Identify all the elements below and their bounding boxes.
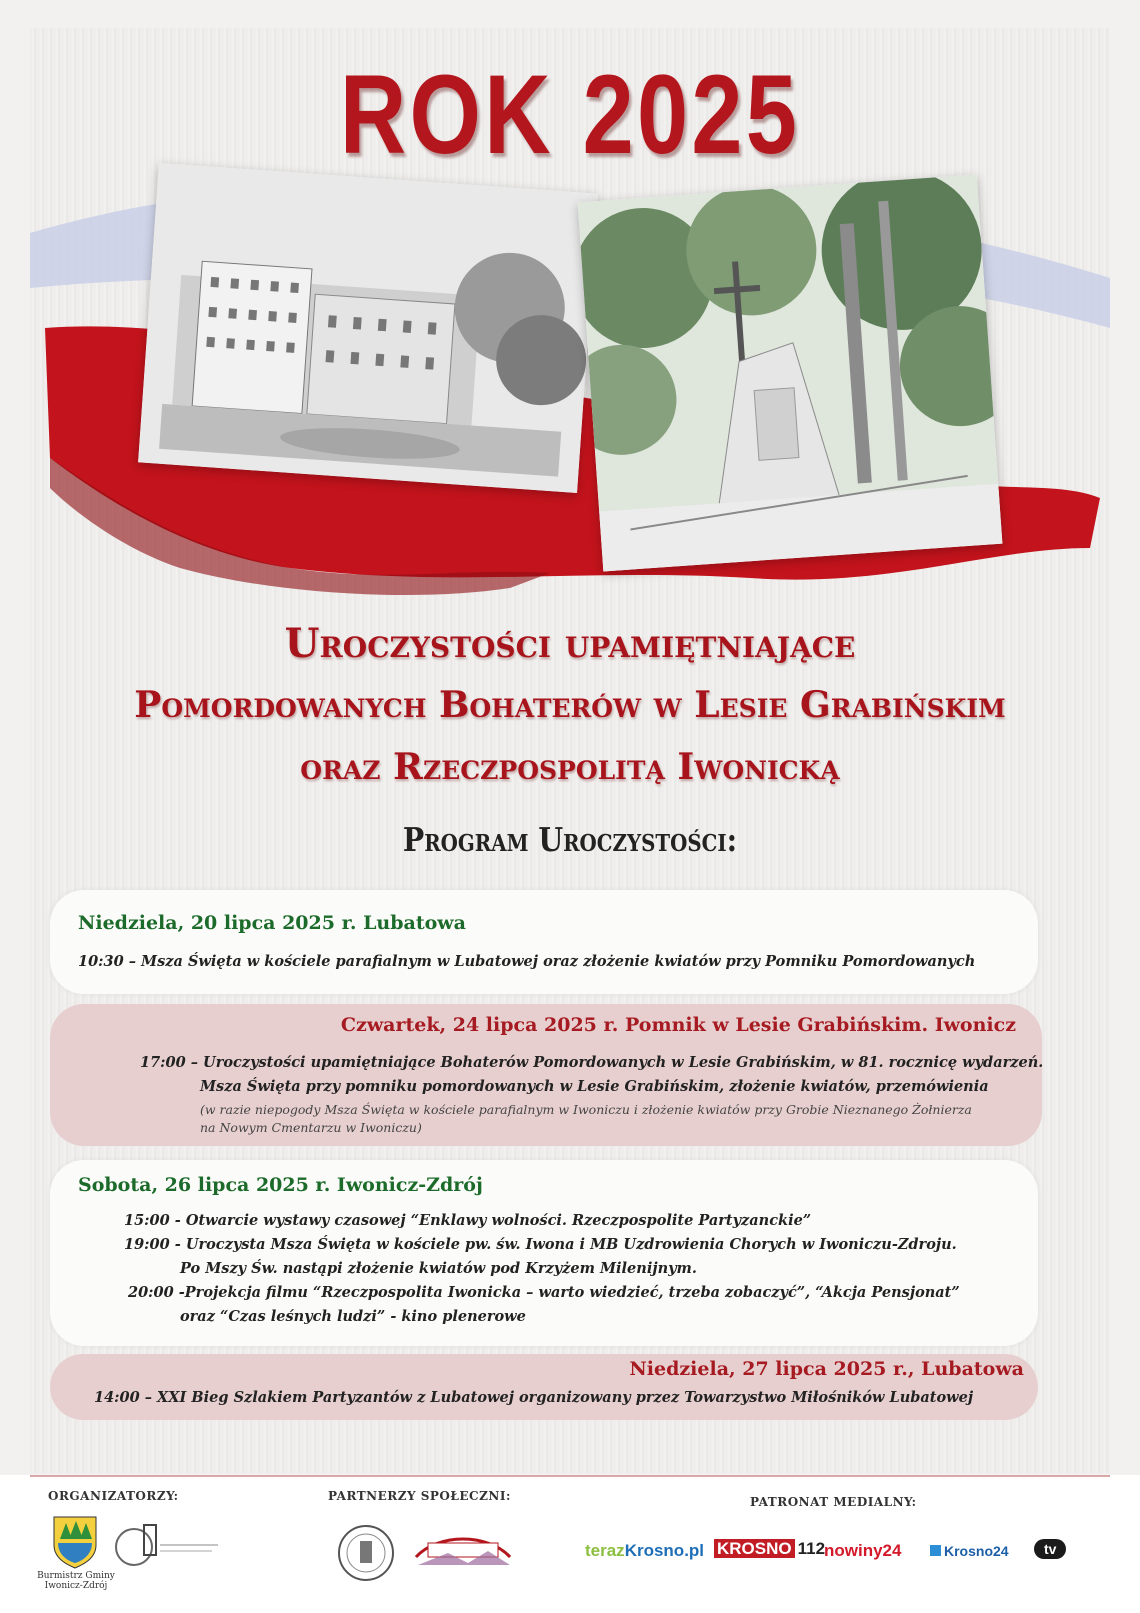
heading-line-3: oraz Rzeczpospolitą Iwonicką bbox=[300, 746, 840, 788]
gmina-coat-of-arms-icon bbox=[52, 1515, 98, 1569]
event-3-header: Sobota, 26 lipca 2025 r. Iwonicz-Zdrój bbox=[78, 1174, 483, 1196]
media-label: PATRONAT MEDIALNY: bbox=[750, 1495, 917, 1509]
partners-label: PARTNERZY SPOŁECZNI: bbox=[328, 1489, 511, 1503]
event-3-line-1: 15:00 - Otwarcie wystawy czasowej “Enklawy wolności. Rzeczpospolite Partyzanckie” bbox=[124, 1212, 812, 1229]
poster-title: ROK 2025 bbox=[339, 52, 801, 177]
krosno24-logo: Krosno24 bbox=[930, 1543, 1009, 1559]
event-1-header: Niedziela, 20 lipca 2025 r. Lubatowa bbox=[78, 912, 466, 934]
sanatorium-photo bbox=[138, 163, 598, 493]
program-title: Program Uroczystości: bbox=[402, 820, 738, 859]
event-panel-1 bbox=[50, 890, 1038, 994]
footer bbox=[0, 1475, 1140, 1613]
event-2-note-1: (w razie niepogody Msza Święta w kościele parafialnym w Iwoniczu i złożenie kwiatów przy Grobie Nieznanego Żołnierza bbox=[200, 1102, 972, 1117]
heading-line-2: Pomordowanych Bohaterów w Lesie Grabińskim bbox=[134, 684, 1006, 726]
organizer-caption: Burmistrz Gminy Iwonicz-Zdrój bbox=[37, 1571, 115, 1591]
event-3-line-4: 20:00 -Projekcja filmu “Rzeczpospolita Iwonicka – warto wiedzieć, trzeba zobaczyć”, “Akcja Pensjonat” bbox=[128, 1284, 960, 1301]
nowiny24-logo: nowiny24 bbox=[824, 1541, 902, 1560]
organizers-label: ORGANIZATORZY: bbox=[48, 1489, 179, 1503]
poster bbox=[30, 28, 1110, 1473]
heading-line-1: Uroczystości upamiętniające bbox=[284, 620, 856, 667]
footer-divider bbox=[30, 1475, 1110, 1477]
krosno24-square-icon bbox=[930, 1545, 941, 1556]
monument-photo bbox=[578, 174, 1003, 571]
event-3-line-3: Po Mszy Św. nastąpi złożenie kwiatów pod Krzyżem Milenijnym. bbox=[180, 1260, 697, 1277]
event-2-line-2: Msza Święta przy pomniku pomordowanych w Lesie Grabińskim, złożenie kwiatów, przemówienia bbox=[200, 1078, 989, 1095]
event-2-header: Czwartek, 24 lipca 2025 r. Pomnik w Lesie Grabińskim. Iwonicz bbox=[340, 1014, 1016, 1036]
event-1-line-1: 10:30 – Msza Święta w kościele parafialnym w Lubatowej oraz złożenie kwiatów przy Pomniku Pomordowanych bbox=[78, 953, 976, 970]
partner-seal-icon bbox=[336, 1523, 396, 1583]
event-2-note-2: na Nowym Cmentarzu w Iwoniczu) bbox=[200, 1120, 422, 1135]
krosno112-logo: KROSNO 112 bbox=[714, 1539, 825, 1559]
teraz-krosno-logo: terazKrosno.pl bbox=[585, 1541, 705, 1560]
event-3-line-5: oraz “Czas leśnych ludzi” - kino plenerowe bbox=[180, 1308, 526, 1325]
lubatowa-logo-icon bbox=[408, 1527, 518, 1575]
event-2-line-1: 17:00 – Uroczystości upamiętniające Bohaterów Pomordowanych w Lesie Grabińskim, w 81. rocznicę wydarzeń. bbox=[140, 1054, 1044, 1071]
tv-logo: tv bbox=[1034, 1539, 1066, 1559]
event-3-line-2: 19:00 - Uroczysta Msza Święta w kościele pw. św. Iwona i MB Uzdrowienia Chorych w Iwoniczu-Zdroju. bbox=[124, 1236, 957, 1253]
event-4-line-1: 14:00 – XXI Bieg Szlakiem Partyzantów z Lubatowej organizowany przez Towarzystwo Miłośników Lubatowej bbox=[94, 1389, 974, 1406]
event-4-header: Niedziela, 27 lipca 2025 r., Lubatowa bbox=[629, 1358, 1024, 1380]
culture-center-logo-icon bbox=[112, 1523, 222, 1569]
